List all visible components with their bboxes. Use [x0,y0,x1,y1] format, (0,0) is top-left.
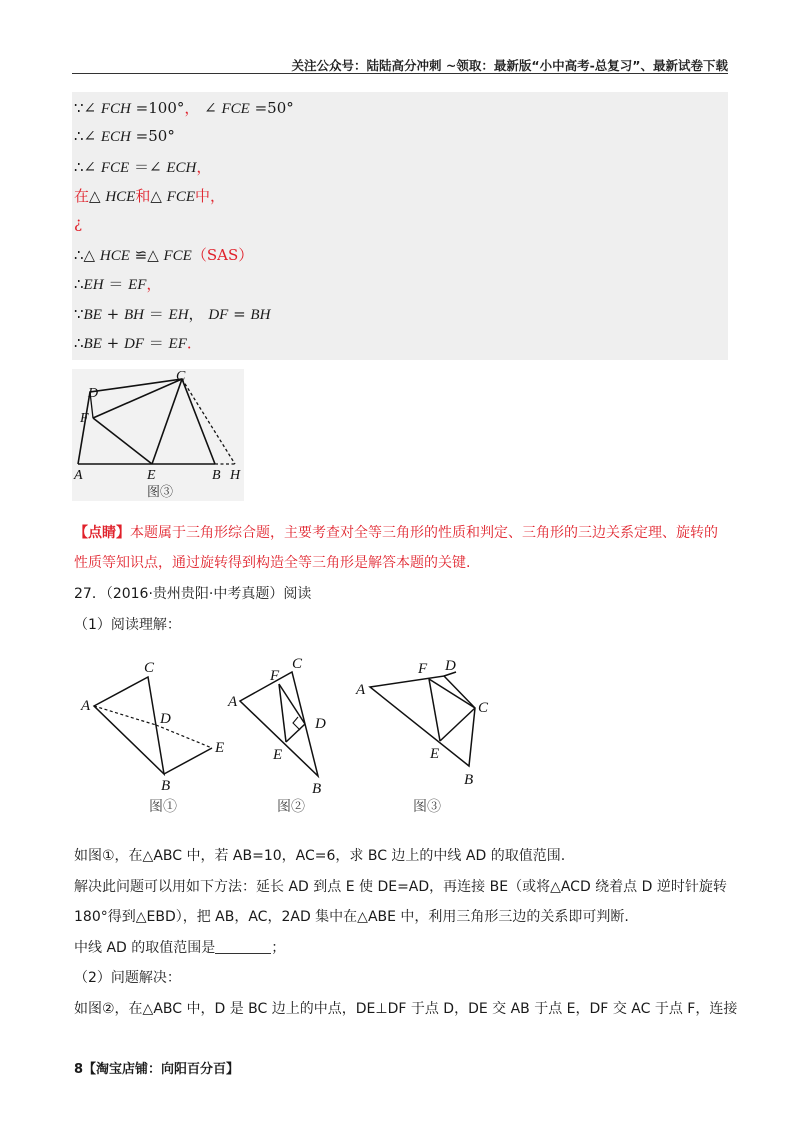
part2-heading: （2）问题解决： [74,970,181,986]
page-footer: 8【淘宝店铺：向阳百分百】 [74,1062,240,1077]
math-variable: FCE [163,248,192,264]
proof-text: = [228,305,251,323]
proof-text: ， [146,275,162,293]
label-B: B [212,468,221,483]
proof-text: ≌△ [129,246,164,264]
comment-text: 本题属于三角形综合题，主要考查对全等三角形的性质和判定、三角形的三边关系定理、旋转的性质等知识点，通过旋转得到构造全等三角形是解答本题的关键. [74,525,718,571]
label-C: C [176,369,186,384]
math-variable: BH [250,307,271,323]
proof-text: ∠ [199,99,222,117]
label-E: E [147,468,156,483]
proof-text: 和 [135,187,151,205]
fig1-caption: 图① [149,800,177,815]
math-variable: EF [128,277,147,293]
fig1-label-E: E [215,740,225,756]
fig2-label-A: A [228,694,238,710]
math-variable: FCE [221,101,250,117]
fig3-label-E: E [430,746,440,762]
math-variable: BE [83,336,102,352]
proof-text: + [101,305,124,323]
fig3-label-F: F [418,661,428,677]
proof-text: ＝ [103,275,129,293]
proof-line [74,97,294,118]
fig2-label-C: C [292,656,303,672]
math-variable: EH [168,307,189,323]
math-variable: HCE [99,248,130,264]
proof-line [74,303,270,324]
math-variable: BH [123,307,144,323]
math-variable: FCE [166,189,195,205]
proof-text: 在 [74,187,90,205]
label-D: D [88,386,99,401]
proof-text: ＝ [143,305,169,323]
proof-text: ∴△ [74,246,100,264]
paragraph-5: 如图②，在△ABC 中，D 是 BC 边上的中点，DE⊥DF 于点 D，DE 交 AB 于点 E，DF 交 AC 于点 F，连接 [74,1001,738,1017]
fig2-caption: 图② [277,800,305,815]
fig2-label-E: E [273,747,283,763]
math-variable: ECH [166,160,197,176]
proof-text: ， [188,305,209,323]
paragraph-1: 如图①，在△ABC 中，若 AB=10，AC=6，求 BC 边上的中线 AD 的取值范围. [74,848,566,864]
header-rule [72,73,728,74]
comment-tag: 【点睛】 [74,525,130,541]
label-F: F [80,411,89,426]
math-variable: EF [168,336,187,352]
math-variable: HCE [105,189,136,205]
fig3-caption: 图③ [413,800,441,815]
comment-block [74,518,728,578]
problem-figures-svg [72,648,512,818]
proof-text: ∴ [74,275,84,293]
label-A: A [74,468,83,483]
proof-text: ∵ [74,305,84,323]
figure-3-top-svg [72,369,244,501]
proof-line [74,214,82,232]
proof-text: ∴∠ [74,127,101,145]
fig1-label-C: C [144,660,155,676]
label-H: H [230,468,241,483]
figure-3-top [72,369,244,501]
figure-caption: 图③ [147,484,174,499]
proof-line [74,127,175,146]
problem-figures [72,648,512,818]
proof-text: 中 [195,187,211,205]
proof-line [74,332,202,353]
page-header: 关注公众号：陆陆高分冲刺 ~领取：最新版“小中高考-总复习”、最新试卷下载 [291,58,728,73]
fig2-label-B: B [312,781,322,797]
fig2-label-D: D [315,716,326,732]
math-variable: ECH [100,129,131,145]
proof-line [74,156,211,177]
paragraph-2: 解决此问题可以用如下方法：延长 AD 到点 E 使 DE=AD，再连接 BE（或将△ACD 绕着点 D 逆时针旋转 [74,879,727,895]
paragraph-3: 180°得到△EBD），把 AB，AC，2AD 集中在△ABE 中，利用三角形三边的关系即可判断. [74,909,629,925]
math-variable: BE [83,307,102,323]
proof-text: =50° [130,127,175,145]
proof-text: ∴∠ [74,158,101,176]
fig3-label-C: C [478,700,489,716]
fig3-label-A: A [356,682,366,698]
proof-text: =50° [249,99,294,117]
proof-text: ＝ [143,334,169,352]
math-variable: FCE [100,160,130,176]
proof-text: ∵∠ [74,99,101,117]
math-variable: DF [208,307,229,323]
proof-text: ． [186,334,202,352]
proof-text: （SAS） [191,246,254,264]
fig1-label-A: A [81,698,91,714]
proof-text: ＝∠ [129,158,167,176]
problem-number: 27．（2016·贵州贵阳·中考真题）阅读 [74,586,312,602]
math-variable: DF [123,336,144,352]
proof-text: ¿ [74,214,83,232]
proof-text: ∴ [74,334,84,352]
range-question: 中线 AD 的取值范围是 [74,940,216,956]
proof-text: ， [196,158,212,176]
math-variable: FCH [100,101,131,117]
proof-line [74,244,253,265]
paragraph-4 [74,937,285,957]
fig3-label-B: B [464,772,474,788]
proof-line [74,185,225,206]
range-question-end: ； [271,940,286,956]
proof-text: ， [184,99,200,117]
fig1-label-B: B [161,778,171,794]
fig1-label-D: D [160,711,171,727]
proof-text: △ [89,187,106,205]
proof-text: ， [210,187,226,205]
answer-blank [215,939,271,954]
fig2-label-F: F [270,668,280,684]
part1-heading: （1）阅读理解： [74,617,181,633]
proof-text: △ [150,187,167,205]
math-variable: EH [83,277,104,293]
proof-text: + [101,334,124,352]
proof-line [74,273,161,294]
fig3-label-D: D [445,658,456,674]
proof-text: =100° [130,99,185,117]
